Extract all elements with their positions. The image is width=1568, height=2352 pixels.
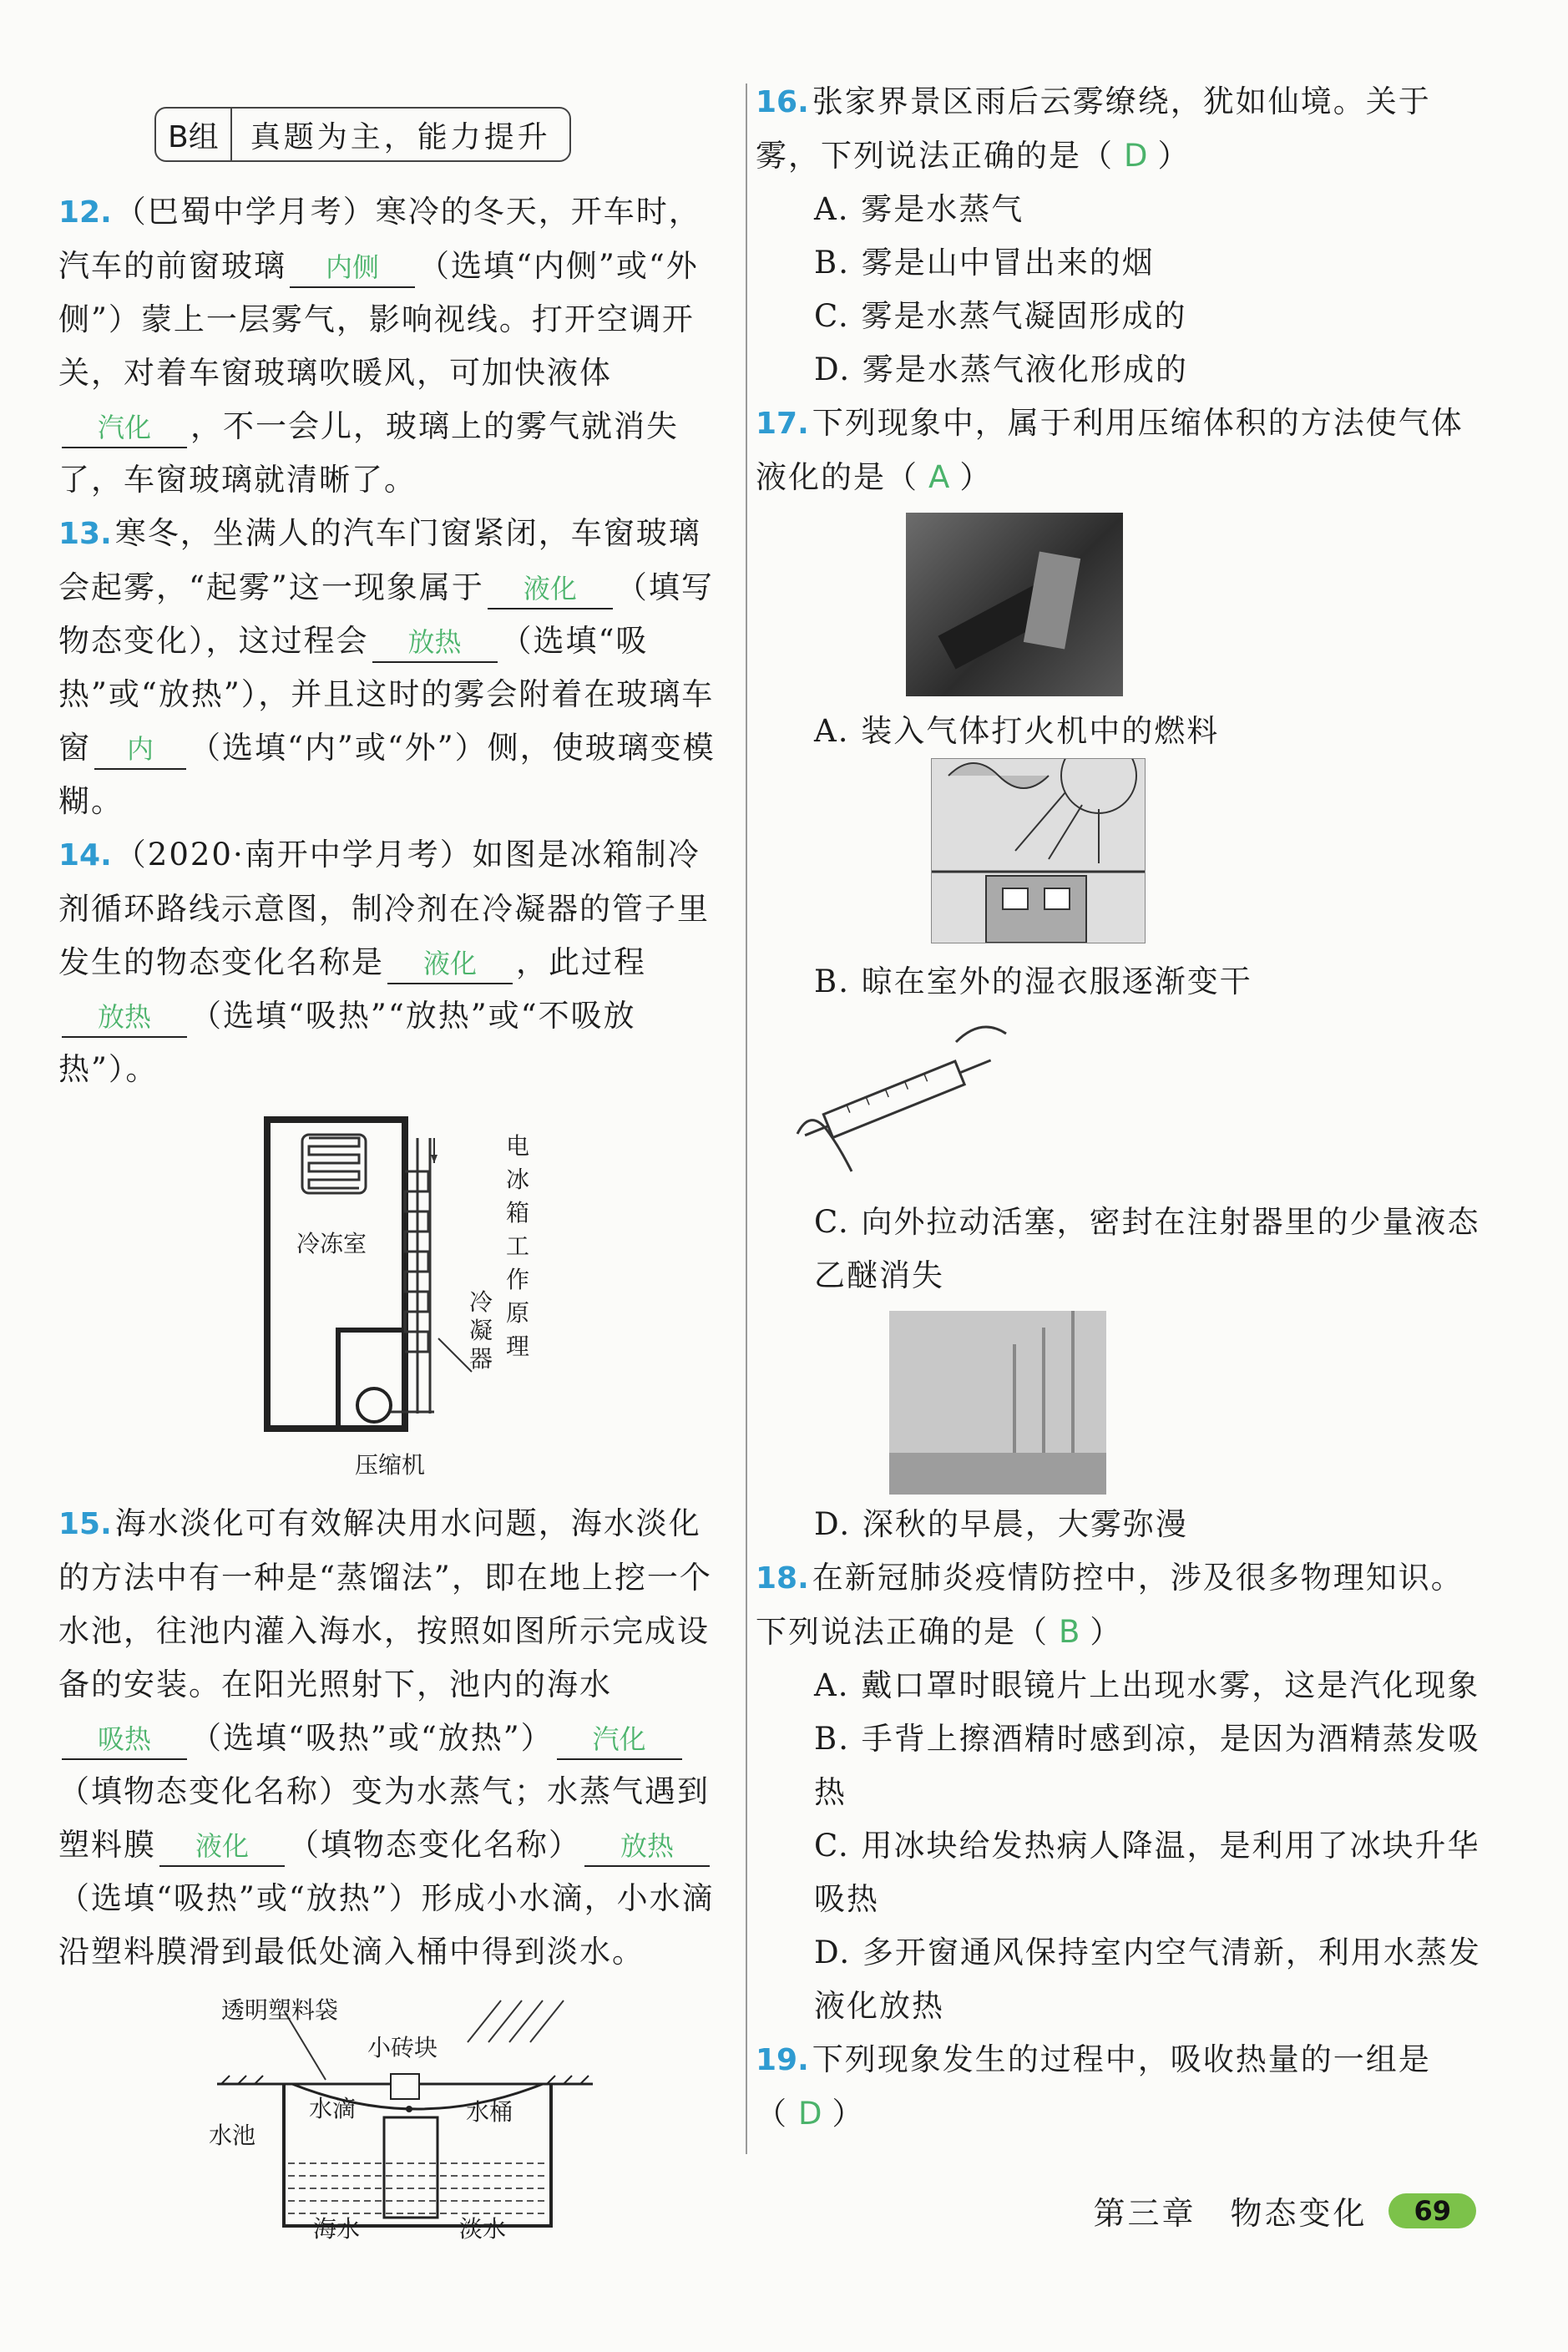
- choice-answer: D: [1124, 138, 1148, 174]
- group-header: [154, 107, 571, 162]
- desalination-diagram: [58, 1992, 726, 2243]
- question-number: 19.: [756, 2043, 809, 2077]
- question-number: 14.: [58, 838, 112, 873]
- right-column: [756, 75, 1490, 2141]
- option: A. 雾是水蒸气: [814, 191, 1024, 227]
- choice-answer: D: [798, 2096, 822, 2132]
- freezer-label: 冷冻室: [296, 1230, 367, 1257]
- answer-blank: 液化: [488, 569, 613, 609]
- seawater-label: 海水: [313, 2215, 361, 2243]
- options-17c: [756, 1196, 1490, 1302]
- answer-blank: 放热: [372, 623, 498, 663]
- page-number: 69: [1388, 2193, 1476, 2228]
- chapter-title: 第三章 物态变化: [1093, 2195, 1368, 2232]
- drying-clothes-drawing: [931, 758, 1146, 943]
- freshwater-label: 淡水: [459, 2215, 507, 2243]
- drying-clothes-svg: [932, 759, 1145, 943]
- group-title: 真题为主，能力提升: [250, 119, 551, 154]
- option: A. 装入气体打火机中的燃料: [814, 713, 1220, 749]
- answer-blank: 内: [94, 730, 186, 770]
- option: B. 雾是山中冒出来的烟: [814, 245, 1155, 281]
- syringe-svg: [789, 1009, 1014, 1184]
- question-17: 17. 下列现象中，属于利用压缩体积的方法使气体液化的是（ A ）: [756, 405, 1464, 495]
- option: B. 手背上擦酒精时感到凉，是因为酒精蒸发吸热: [814, 1721, 1480, 1810]
- answer-blank: 汽化: [62, 408, 187, 448]
- lighter-photo: [906, 513, 1123, 696]
- fridge-diagram-drawing: [58, 1113, 726, 1489]
- column-divider: [746, 83, 747, 2154]
- question-number: 16.: [756, 85, 809, 119]
- answer-blank: 放热: [62, 998, 187, 1038]
- condenser-label: 冷 凝 器: [468, 1288, 493, 1373]
- options-18: [756, 1659, 1490, 2033]
- option: D. 多开窗通风保持室内空气清新，利用水蒸发液化放热: [814, 1935, 1481, 2024]
- fog-photo: [889, 1311, 1106, 1495]
- option: D. 雾是水蒸气液化形成的: [814, 352, 1188, 387]
- question-14: 14. （2020·南开中学月考）如图是冰箱制冷剂循环路线示意图，制冷剂在冷凝器的管子里发生的物态变化名称是 液化 ，此过程放热 （选填“吸热”“放热”或“不吸放热”）。: [58, 837, 710, 1087]
- question-number: 18.: [756, 1561, 809, 1596]
- answer-blank: 液化: [387, 944, 513, 984]
- options-17b: [756, 955, 1490, 1009]
- answer-blank: 汽化: [557, 1720, 682, 1760]
- syringe-drawing: [789, 1009, 1014, 1184]
- page-footer: [1093, 2188, 1476, 2233]
- options-17d: [756, 1498, 1490, 1551]
- question-18: 18. 在新冠肺炎疫情防控中，涉及很多物理知识。下列说法正确的是（ B ）: [756, 1560, 1464, 1650]
- water-drop-label: 水滴: [309, 2095, 357, 2122]
- compressor-label: 压缩机: [355, 1451, 426, 1479]
- fog-photo-drawing: [889, 1311, 1106, 1495]
- question-16: 16. 张家界景区雨后云雾缭绕，犹如仙境。关于雾，下列说法正确的是（ D ）: [756, 83, 1431, 174]
- group-tag: B组: [156, 109, 232, 160]
- choice-answer: B: [1059, 1614, 1080, 1650]
- option: B. 晾在室外的湿衣服逐渐变干: [814, 964, 1252, 999]
- answer-blank: 内侧: [290, 248, 415, 288]
- option: C. 雾是水蒸气凝固形成的: [814, 298, 1187, 334]
- choice-answer: A: [928, 459, 950, 495]
- answer-blank: 液化: [159, 1827, 285, 1867]
- question-13: 13. 寒冬，坐满人的汽车门窗紧闭，车窗玻璃会起雾，“起雾”这一现象属于 液化 （填写物态变化），这过程会 放热 （选填“吸热”或“放热”），并且这时的雾会附着在玻璃车窗 内 （选填“内”或“外”）侧，使玻璃变模糊。: [58, 515, 716, 819]
- brick-label: 小砖块: [367, 2034, 438, 2061]
- answer-blank: 吸热: [62, 1720, 187, 1760]
- left-column: [58, 92, 726, 2243]
- question-12: 12. （巴蜀中学月考）寒冷的冬天，开车时，汽车的前窗玻璃 内侧 （选填“内侧”或“外侧”）蒙上一层雾气，影响视线。打开空调开关，对着车窗玻璃吹暖风，可加快液体汽化 ，不一会儿，玻璃上的雾气就消失了，车窗玻璃就清晰了。: [58, 194, 701, 498]
- lighter-photo-drawing: [906, 513, 1123, 696]
- options-16: [756, 183, 1490, 397]
- question-19: 19. 下列现象发生的过程中，吸收热量的一组是（ D ）: [756, 2041, 1431, 2132]
- question-15: 15. 海水淡化可有效解决用水问题，海水淡化的方法中有一种是“蒸馏法”，即在地上挖一个水池，往池内灌入海水，按照如图所示完成设备的安装。在阳光照射下，池内的海水吸热 （选填“吸热”或“放热”） 汽化（填物态变化名称）变为水蒸气；水蒸气遇到塑料膜 液化 （填物态变化名称） 放热（选填“吸热”或“放热”）形成小水滴，小水滴沿塑料膜滑到最低处滴入桶中得到淡水。: [58, 1505, 715, 1970]
- bucket-label: 水桶: [466, 2098, 513, 2126]
- option: C. 向外拉动活塞，密封在注射器里的少量液态乙醚消失: [814, 1204, 1480, 1293]
- option: C. 用冰块给发热病人降温，是利用了冰块升华吸热: [814, 1828, 1480, 1917]
- fridge-side-caption: 电 冰 箱 工 作 原 理: [505, 1132, 529, 1360]
- answer-blank: 放热: [584, 1827, 710, 1867]
- question-number: 13.: [58, 517, 112, 551]
- fridge-diagram: [58, 1113, 726, 1489]
- option: A. 戴口罩时眼镜片上出现水雾，这是汽化现象: [814, 1667, 1480, 1703]
- question-number: 15.: [58, 1507, 112, 1541]
- pool-label: 水池: [209, 2122, 256, 2149]
- question-number: 12.: [58, 195, 112, 230]
- options-17a: [756, 705, 1490, 758]
- option: D. 深秋的早晨，大雾弥漫: [814, 1506, 1188, 1542]
- plastic-bag-label: 透明塑料袋: [221, 1996, 339, 2024]
- question-number: 17.: [756, 407, 809, 441]
